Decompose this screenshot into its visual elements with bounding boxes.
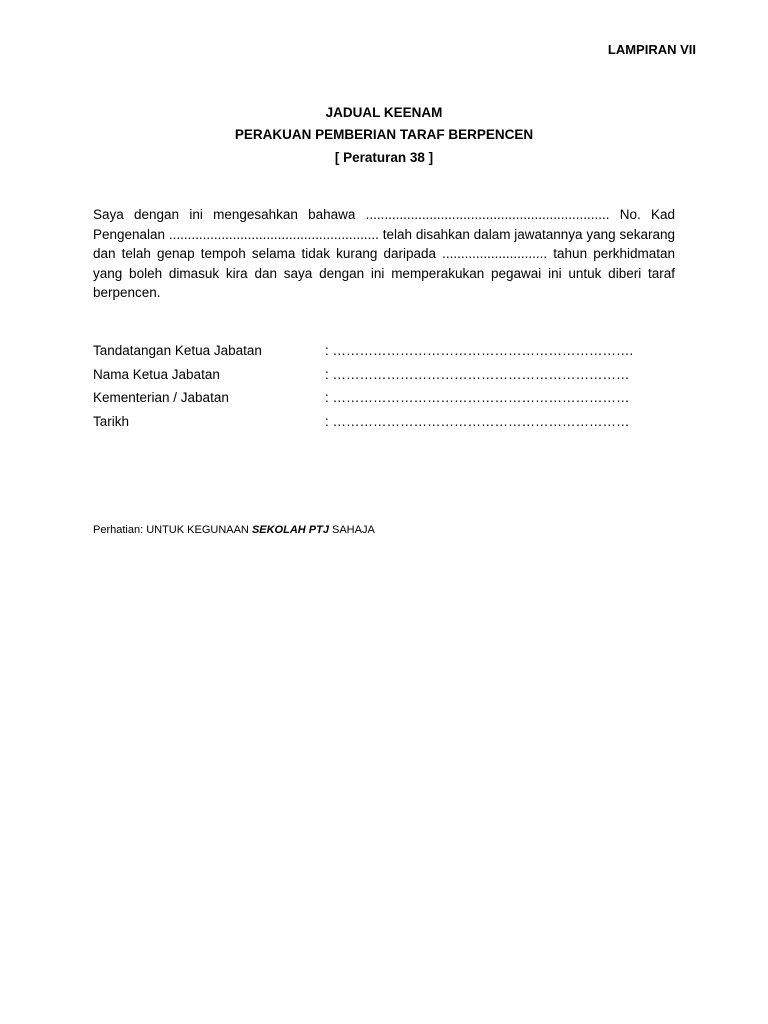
field-blank: : ………………………………………………………… xyxy=(325,413,630,429)
schedule-title: JADUAL KEENAM xyxy=(325,105,443,120)
appendix-label: LAMPIRAN VII xyxy=(607,42,696,57)
field-row-date xyxy=(93,410,693,434)
field-row-name xyxy=(93,363,693,387)
field-blank: : ………………………………………………………… xyxy=(325,390,630,406)
note-suffix: SAHAJA xyxy=(328,524,375,536)
field-label: Tarikh xyxy=(93,413,130,429)
field-blank: : …………………………………………………………. xyxy=(325,343,634,359)
note-emphasis: SEKOLAH PTJ xyxy=(251,524,329,536)
field-label: Tandatangan Ketua Jabatan xyxy=(93,343,262,359)
certificate-title: PERAKUAN PEMBERIAN TARAF BERPENCEN xyxy=(234,127,534,142)
field-blank: : ………………………………………………………… xyxy=(325,366,630,382)
field-label: Nama Ketua Jabatan xyxy=(93,366,220,382)
field-row-ministry xyxy=(93,386,693,410)
note-prefix: Perhatian: UNTUK KEGUNAAN xyxy=(93,524,252,536)
field-row-signature xyxy=(93,339,693,363)
signature-fields xyxy=(93,339,693,433)
field-label: Kementerian / Jabatan xyxy=(93,390,229,406)
certification-paragraph: Saya dengan ini mengesahkan bahawa ................................................................. No. Kad Pengenalan ........................................................ telah disahkan dalam jawatannya yang sekarang dan telah genap tempoh selama tidak kurang daripada ............................ tahun perkhidmatan yang boleh dimasuk kira dan saya dengan ini memperakukan pegawai ini untuk diberi taraf berpencen. xyxy=(93,207,675,300)
regulation-reference: [ Peraturan 38 ] xyxy=(334,150,434,165)
attention-note xyxy=(93,524,375,536)
